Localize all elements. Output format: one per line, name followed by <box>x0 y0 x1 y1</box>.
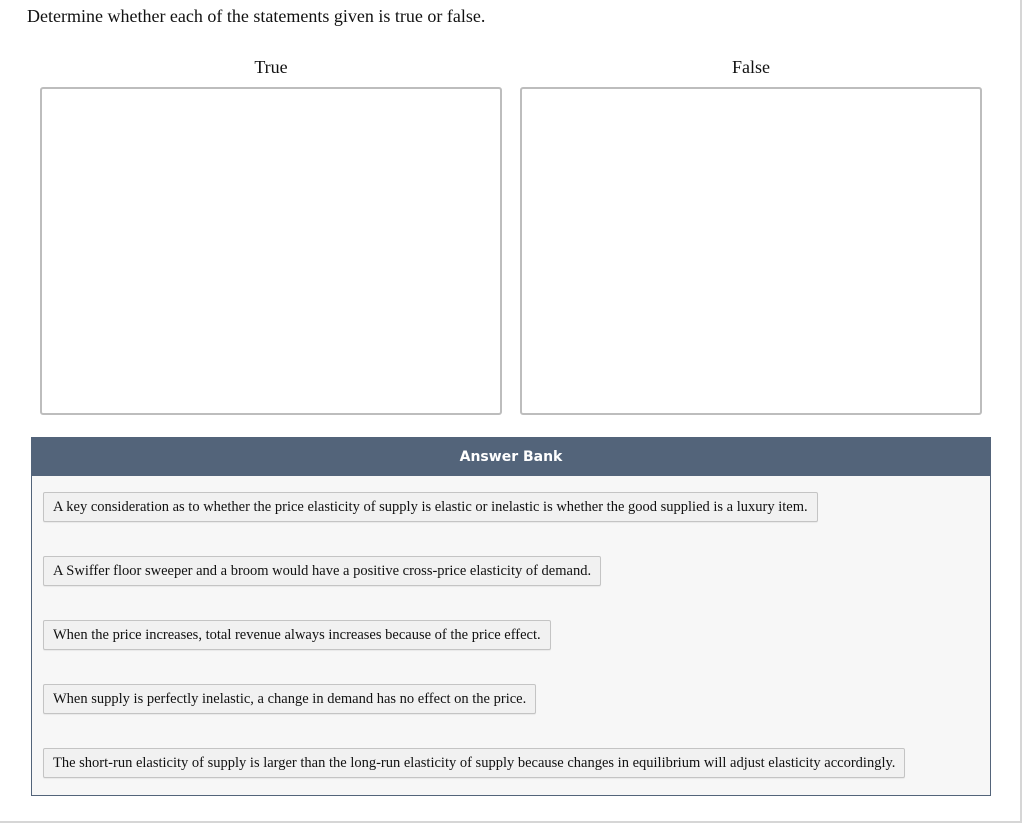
answer-bank <box>31 437 991 796</box>
answer-chip-short-run-elasticity[interactable]: The short-run elasticity of supply is larger than the long-run elasticity of supply because changes in equilibrium will adjust elasticity accordingly. <box>43 748 905 778</box>
answer-chip-total-revenue[interactable]: When the price increases, total revenue always increases because of the price effect. <box>43 620 551 650</box>
true-dropzone[interactable] <box>40 87 502 415</box>
frame-right-border <box>1020 0 1022 823</box>
answer-bank-header: Answer Bank <box>32 438 990 476</box>
frame-bottom-border <box>0 821 1022 823</box>
answer-chip-perfectly-inelastic[interactable]: When supply is perfectly inelastic, a change in demand has no effect on the price. <box>43 684 536 714</box>
true-column-label: True <box>254 57 288 77</box>
answer-chip-luxury-item[interactable]: A key consideration as to whether the price elasticity of supply is elastic or inelastic is whether the good supplied is a luxury item. <box>43 492 818 522</box>
question-instruction: Determine whether each of the statements given is true or false. <box>27 6 486 26</box>
false-dropzone[interactable] <box>520 87 982 415</box>
answer-chip-swiffer-broom[interactable]: A Swiffer floor sweeper and a broom would have a positive cross-price elasticity of demand. <box>43 556 601 586</box>
false-column-label: False <box>732 57 770 77</box>
